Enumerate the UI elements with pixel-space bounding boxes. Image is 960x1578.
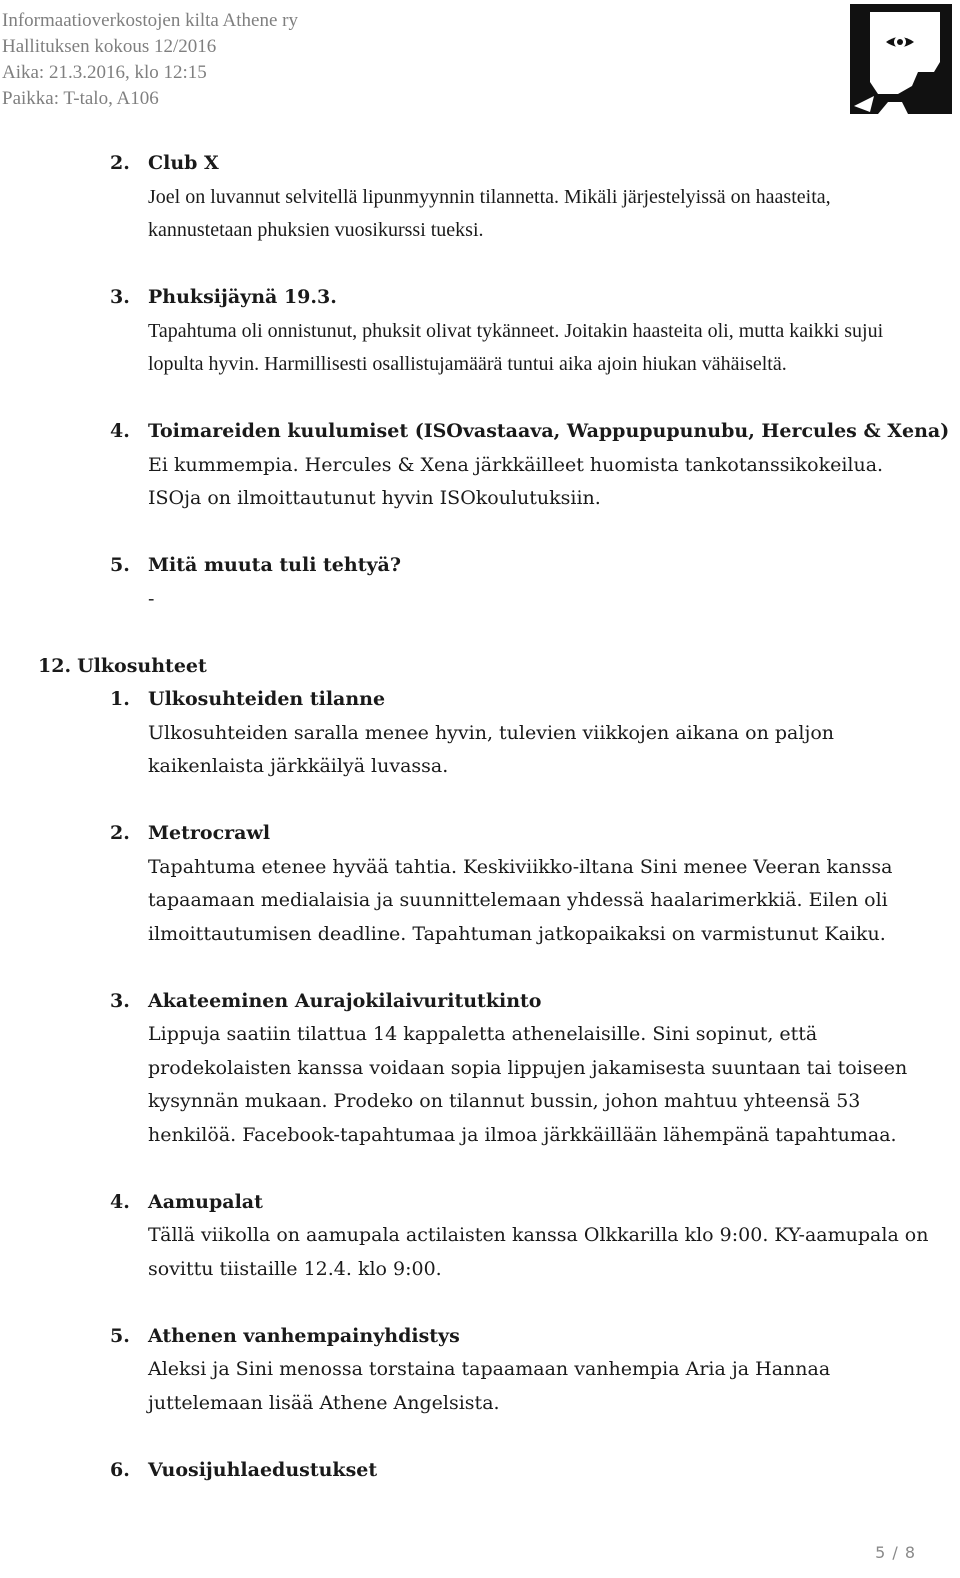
item-number: 3.	[110, 286, 130, 308]
header-meeting: Hallituksen kokous 12/2016	[2, 36, 217, 57]
item-number: 2.	[110, 152, 130, 174]
header-time: Aika: 21.3.2016, klo 12:15	[2, 62, 207, 83]
item-title: Club X	[148, 152, 219, 174]
section-title: Ulkosuhteet	[77, 654, 207, 677]
item-title: Phuksijäynä 19.3.	[148, 286, 337, 308]
agenda-item	[0, 415, 960, 516]
item-number: 2.	[110, 822, 130, 844]
page-number: 5 / 8	[875, 1543, 916, 1562]
item-title: Toimareiden kuulumiset (ISOvastaava, Wappupupunubu, Hercules & Xena)	[148, 420, 950, 442]
agenda-item	[0, 281, 960, 382]
section-number: 12.	[38, 654, 72, 677]
item-number: 3.	[110, 989, 130, 1012]
document-header	[2, 8, 298, 112]
athene-logo-icon	[848, 2, 954, 116]
item-body: Lippuja saatiin tilattua 14 kappaletta athenelaisille. Sini sopinut, että prodekolaisten kanssa voidaan sopia lippujen jakamisesta suuntaan tai toiseen kysynnän mukaan. Prodeko on tilannut bussin, johon mahtuu yhteensä 53 henkilöä. Facebook-tapahtumaa ja ilmoa järkkäillään lähempänä tapahtumaa.	[148, 1023, 908, 1146]
item-body: Ulkosuhteiden saralla menee hyvin, tulevien viikkojen aikana on paljon kaikenlaista järkkäilyä luvassa.	[148, 721, 835, 777]
item-number: 5.	[110, 554, 130, 576]
item-title: Metrocrawl	[148, 822, 271, 844]
item-body: Tapahtuma etenee hyvää tahtia. Keskiviikko-iltana Sini menee Veeran kanssa tapaamaan medialaisia ja suunnittelemaan yhdessä haalarimerkkiä. Eilen oli ilmoittautumisen deadline. Tapahtuman jatkopaikaksi on varmistunut Kaiku.	[148, 855, 893, 945]
agenda-item	[0, 549, 960, 616]
item-body: Ei kummempia. Hercules & Xena järkkäilleet huomista tankotanssikokeilua. ISOja on ilmoittautunut hyvin ISOkoulutuksiin.	[148, 453, 884, 509]
item-title: Aamupalat	[148, 1190, 263, 1213]
item-title: Mitä muuta tuli tehtyä?	[148, 554, 401, 576]
header-org: Informaatioverkostojen kilta Athene ry	[2, 10, 298, 31]
item-body: -	[148, 587, 155, 610]
item-body: Joel on luvannut selvitellä lipunmyynnin tilannetta. Mikäli järjestelyissä on haasteita, kannustetaan phuksien vuosikurssi tueksi.	[148, 185, 831, 241]
document-body	[0, 147, 960, 1487]
item-title: Athenen vanhempainyhdistys	[148, 1324, 460, 1347]
agenda-item	[0, 1186, 960, 1287]
item-title: Akateeminen Aurajokilaivuritutkinto	[148, 989, 542, 1012]
agenda-item	[0, 683, 960, 784]
item-body: Tällä viikolla on aamupala actilaisten kanssa Olkkarilla klo 9:00. KY-aamupala on sovittu tiistaille 12.4. klo 9:00.	[148, 1224, 929, 1280]
item-number: 4.	[110, 1190, 130, 1213]
item-title: Ulkosuhteiden tilanne	[148, 688, 386, 710]
header-place: Paikka: T-talo, A106	[2, 88, 159, 109]
agenda-item	[0, 147, 960, 248]
item-number: 5.	[110, 1324, 130, 1347]
agenda-item	[0, 817, 960, 951]
agenda-item	[0, 1320, 960, 1421]
agenda-item	[0, 1454, 960, 1488]
item-body: Tapahtuma oli onnistunut, phuksit olivat tykänneet. Joitakin haasteita oli, mutta kaikki sujui lopulta hyvin. Harmillisesti osallistujamäärä tuntui aika ajoin hiukan vähäiseltä.	[148, 319, 884, 375]
item-body: Aleksi ja Sini menossa torstaina tapaamaan vanhempia Aria ja Hannaa juttelemaan lisää Athene Angelsista.	[148, 1358, 831, 1414]
item-number: 4.	[110, 420, 130, 442]
agenda-item	[0, 985, 960, 1153]
item-number: 6.	[110, 1458, 130, 1481]
section-heading	[0, 650, 960, 684]
item-title: Vuosijuhlaedustukset	[148, 1458, 378, 1481]
item-number: 1.	[110, 688, 130, 710]
